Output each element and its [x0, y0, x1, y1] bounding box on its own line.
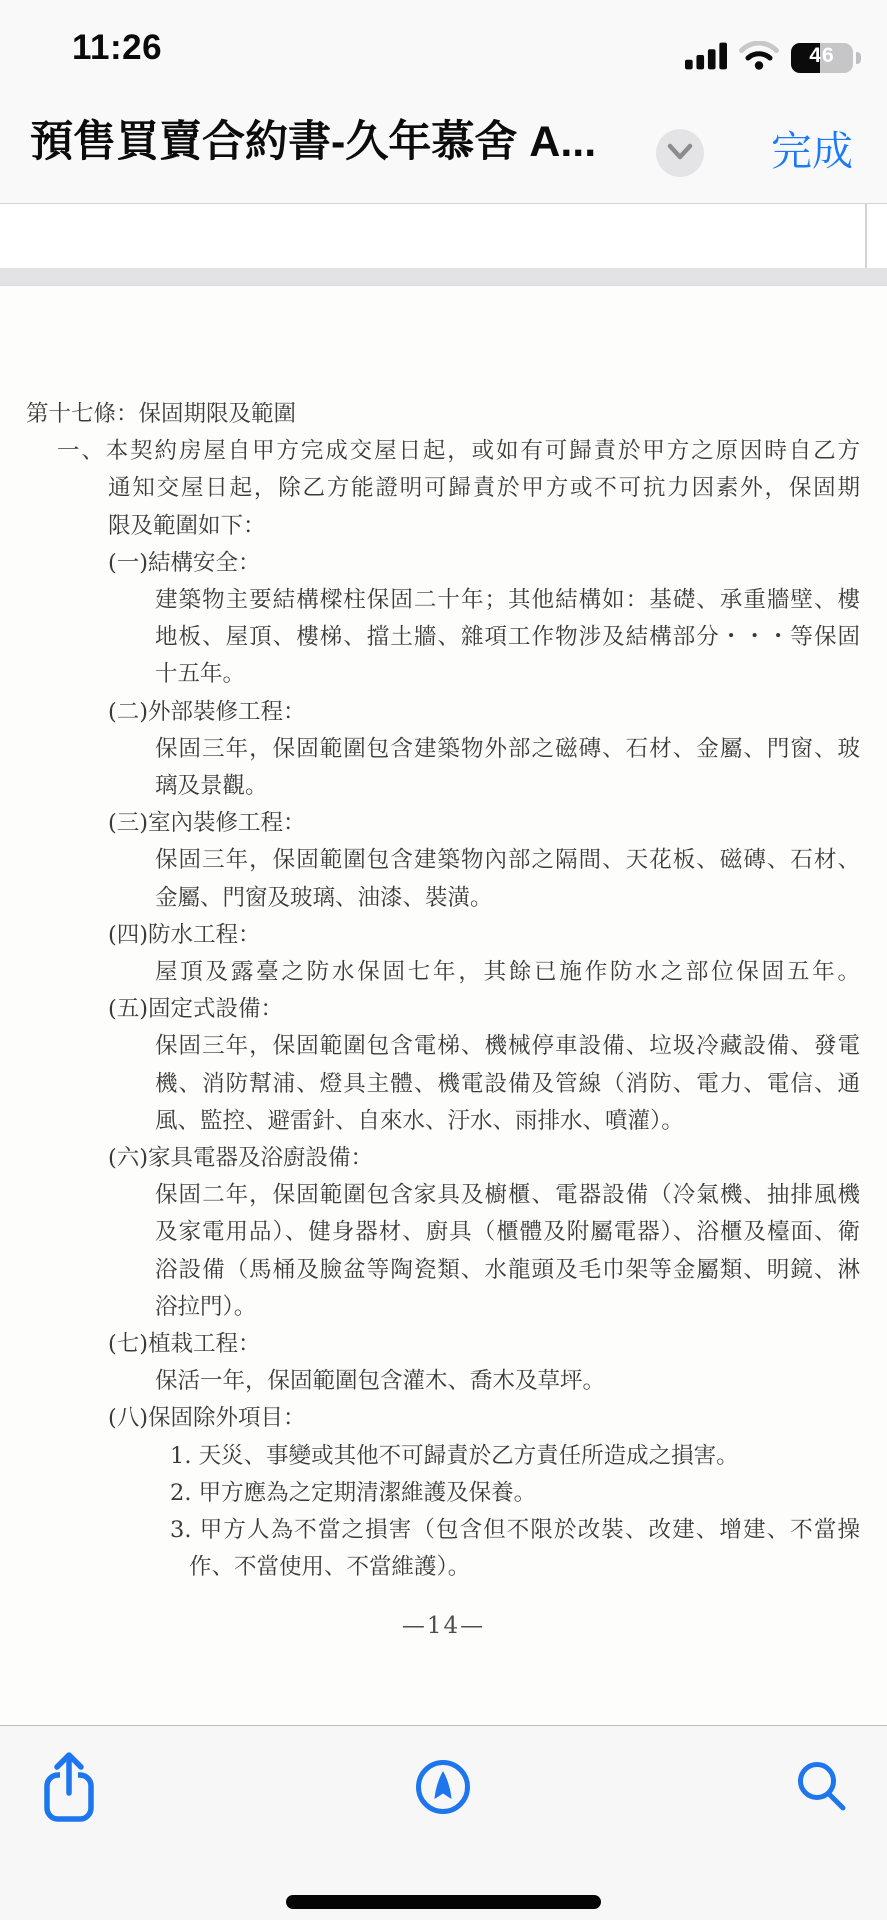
markup-icon	[414, 1804, 472, 1819]
doc-line: 保固三年，保固範圍包含建築物內部之隔間、天花板、磁磚、石材、	[155, 847, 860, 874]
doc-line: 浴設備（馬桶及臉盆等陶瓷類、水龍頭及毛巾架等金屬類、明鏡、淋	[155, 1256, 860, 1283]
page-number: —14—	[401, 1612, 486, 1639]
doc-line: 3. 甲方人為不當之損害（包含但不限於改裝、改建、增建、不當操	[170, 1517, 860, 1544]
search-icon	[794, 1802, 850, 1817]
doc-line: 金屬、門窗及玻璃、油漆、裝潢。	[155, 884, 493, 911]
doc-line: 保活一年，保固範圍包含灌木、喬木及草坪。	[155, 1368, 606, 1395]
header	[0, 0, 887, 204]
doc-line: 保固三年，保固範圍包含建築物外部之磁磚、石材、金屬、門窗、玻	[155, 735, 860, 762]
doc-line: 作、不當使用、不當維護）。	[189, 1554, 471, 1581]
markup-button[interactable]	[414, 1758, 472, 1819]
share-icon	[38, 1814, 100, 1829]
doc-line: (六)家具電器及浴廚設備：	[108, 1145, 374, 1172]
battery-terminal	[856, 52, 861, 64]
doc-line: (五)固定式設備：	[108, 996, 284, 1023]
home-indicator[interactable]	[286, 1895, 601, 1909]
doc-line: (二)外部裝修工程：	[108, 698, 306, 725]
doc-line: (四)防水工程：	[108, 921, 261, 948]
doc-line: 屋頂及露臺之防水保固七年，其餘已施作防水之部位保固五年。	[155, 959, 860, 986]
share-button[interactable]	[38, 1748, 100, 1829]
bottom-toolbar	[0, 1725, 887, 1920]
document-title: 預售買賣合約書-久年慕舍 A...	[30, 118, 597, 166]
page-edge-line	[865, 204, 867, 268]
doc-line: 十五年。	[155, 661, 246, 688]
doc-line: 璃及景觀。	[155, 773, 268, 800]
title-menu-button[interactable]	[656, 129, 704, 177]
doc-line: (七)植栽工程：	[108, 1331, 261, 1358]
doc-line: (一)結構安全：	[108, 549, 261, 576]
doc-line: 地板、屋頂、樓梯、擋土牆、雜項工作物涉及結構部分・・・等保固	[155, 624, 860, 651]
done-button[interactable]: 完成	[771, 118, 853, 177]
doc-line: 一、本契約房屋自甲方完成交屋日起，或如有可歸責於甲方之原因時自乙方	[57, 438, 860, 465]
doc-line: 機、消防幫浦、燈具主體、機電設備及管線（消防、電力、電信、通	[155, 1070, 860, 1097]
search-button[interactable]	[794, 1758, 850, 1817]
doc-line: 保固三年，保固範圍包含電梯、機械停車設備、垃圾冷藏設備、發電	[155, 1033, 860, 1060]
page-gap	[0, 268, 887, 286]
document-lines	[0, 286, 887, 1587]
doc-line: 1. 天災、事變或其他不可歸責於乙方責任所造成之損害。	[170, 1442, 739, 1469]
battery-percent: 46	[809, 43, 835, 67]
doc-line: 2. 甲方應為之定期清潔維護及保養。	[170, 1479, 537, 1506]
status-time: 11:26	[72, 28, 163, 67]
status-icons	[685, 40, 861, 75]
doc-line: 建築物主要結構樑柱保固二十年；其他結構如：基礎、承重牆壁、樓	[155, 587, 860, 614]
doc-line: 第十七條：保固期限及範圍	[26, 401, 297, 427]
doc-line: (三)室內裝修工程：	[108, 810, 306, 837]
doc-line: 通知交屋日起，除乙方能證明可歸責於甲方或不可抗力因素外，保固期	[108, 475, 860, 502]
battery-icon	[791, 43, 853, 73]
doc-line: 浴拉門）。	[155, 1293, 257, 1320]
wifi-icon	[739, 41, 779, 75]
cellular-signal-icon	[685, 40, 727, 75]
document-page	[0, 286, 887, 1725]
doc-line: 及家電用品）、健身器材、廚具（櫃體及附屬電器）、浴櫃及檯面、衛	[155, 1219, 860, 1246]
doc-line: 風、監控、避雷針、自來水、汙水、雨排水、噴灌）。	[155, 1107, 684, 1134]
chevron-down-icon	[665, 142, 695, 165]
doc-line: 保固二年，保固範圍包含家具及櫥櫃、電器設備（冷氣機、抽排風機	[155, 1182, 860, 1209]
doc-line: (八)保固除外項目：	[108, 1405, 306, 1432]
previous-page-strip	[0, 204, 887, 268]
doc-line: 限及範圍如下：	[108, 512, 266, 539]
